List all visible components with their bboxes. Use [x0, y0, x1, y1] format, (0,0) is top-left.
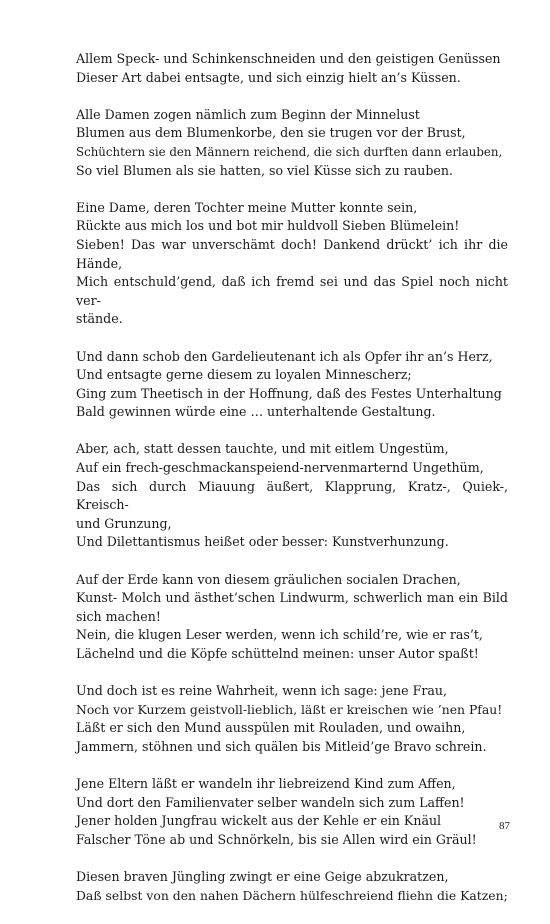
stanza	[76, 199, 508, 329]
verse-line: Jene Eltern läßt er wandeln ihr liebreizend Kind zum Affen,	[76, 776, 456, 792]
verse-line: Das sich durch Miauung äußert, Klapprung, Kratz-, Quiek-, Kreisch-	[76, 478, 508, 513]
verse-line: Bald gewinnen würde eine … unterhaltende Gestaltung.	[76, 404, 436, 420]
verse-line: Schüchtern sie den Männern reichend, die sich durften dann erlauben,	[76, 144, 503, 159]
verse-line: stände.	[76, 311, 123, 327]
stanza	[76, 440, 508, 552]
verse-line: Hände,	[76, 255, 123, 271]
verse-line: sich machen!	[76, 608, 161, 624]
verse-line: Lächelnd und die Köpfe schüttelnd meinen: unser Autor spaßt!	[76, 646, 479, 661]
verse-line: Und dann schob den Gardelieutenant ich als Opfer ihr an’s Herz,	[76, 348, 493, 364]
stanza	[76, 682, 508, 756]
verse-line: So viel Blumen als sie hatten, so viel Küsse sich zu rauben.	[76, 162, 453, 178]
verse-line: Daß selbst von den nahen Dächern hülfeschreiend fliehn die Katzen;	[76, 887, 508, 903]
verse-line: Dieser Art dabei entsagte, und sich einzig hielt an’s Küssen.	[76, 69, 461, 85]
stanza	[76, 348, 508, 422]
stanza	[76, 571, 508, 664]
verse-line: Nein, die klugen Leser werden, wenn ich schild’re, wie er ras’t,	[76, 627, 483, 643]
verse-line: Rückte aus mich los und bot mir huldvoll Sieben Blümelein!	[76, 218, 460, 234]
verse-line: Und dort den Familienvater selber wandeln sich zum Laffen!	[76, 794, 465, 810]
verse-line: Kunst- Molch und ästhet’schen Lindwurm, schwerlich man ein Bild	[76, 590, 508, 606]
verse-line: und Grunzung,	[76, 515, 172, 531]
verse-line: Und entsagte gerne diesem zu loyalen Minnescherz;	[76, 367, 412, 383]
stanza	[76, 50, 508, 87]
verse-line: Noch vor Kurzem geistvoll-lieblich, läßt er kreischen wie ’nen Pfau!	[76, 701, 503, 717]
verse-line: Blumen aus dem Blumenkorbe, den sie trugen vor der Brust,	[76, 125, 466, 141]
verse-line: Und Dilettantismus heißet oder besser: Kunstverhunzung.	[76, 534, 449, 550]
verse-line: Auf der Erde kann von diesem gräulichen socialen Drachen,	[76, 571, 461, 587]
stanza	[76, 868, 508, 905]
verse-line: Jener holden Jungfrau wickelt aus der Kehle er ein Knäul	[76, 813, 442, 829]
stanza	[76, 106, 508, 180]
verse-line: Alle Damen zogen nämlich zum Beginn der Minnelust	[76, 106, 420, 122]
verse-line: Sieben! Das war unverschämt doch! Dankend drückt’ ich ihr die	[76, 236, 508, 252]
verse-line: Auf ein frech-geschmackanspeiend-nervenmarternd Ungethüm,	[76, 460, 484, 476]
verse-line: Ging zum Theetisch in der Hoffnung, daß des Festes Unterhaltung	[76, 385, 502, 401]
verse-line: Diesen braven Jüngling zwingt er eine Geige abzukratzen,	[76, 869, 449, 885]
verse-line: Läßt er sich den Mund ausspülen mit Rouladen, und owaihn,	[76, 720, 466, 736]
verse-line: Eine Dame, deren Tochter meine Mutter konnte sein,	[76, 199, 418, 215]
verse-line: Aber, ach, statt dessen tauchte, und mit eitlem Ungestüm,	[76, 441, 449, 457]
verse-line: Falscher Töne ab und Schnörkeln, bis sie Allen wird ein Gräul!	[76, 831, 477, 847]
stanza	[76, 775, 508, 849]
page-number: 87	[499, 820, 510, 832]
verse-line: Allem Speck- und Schinkenschneiden und den geistigen Genüssen	[76, 51, 501, 66]
verse-line: Jammern, stöhnen und sich quälen bis Mitleid’ge Bravo schrein.	[76, 738, 487, 754]
poem-page	[76, 50, 508, 924]
verse-line: Und doch ist es reine Wahrheit, wenn ich sage: jene Frau,	[76, 683, 447, 699]
verse-line: Mich entschuld’gend, daß ich fremd sei und das Spiel noch nicht ver-	[76, 274, 508, 308]
